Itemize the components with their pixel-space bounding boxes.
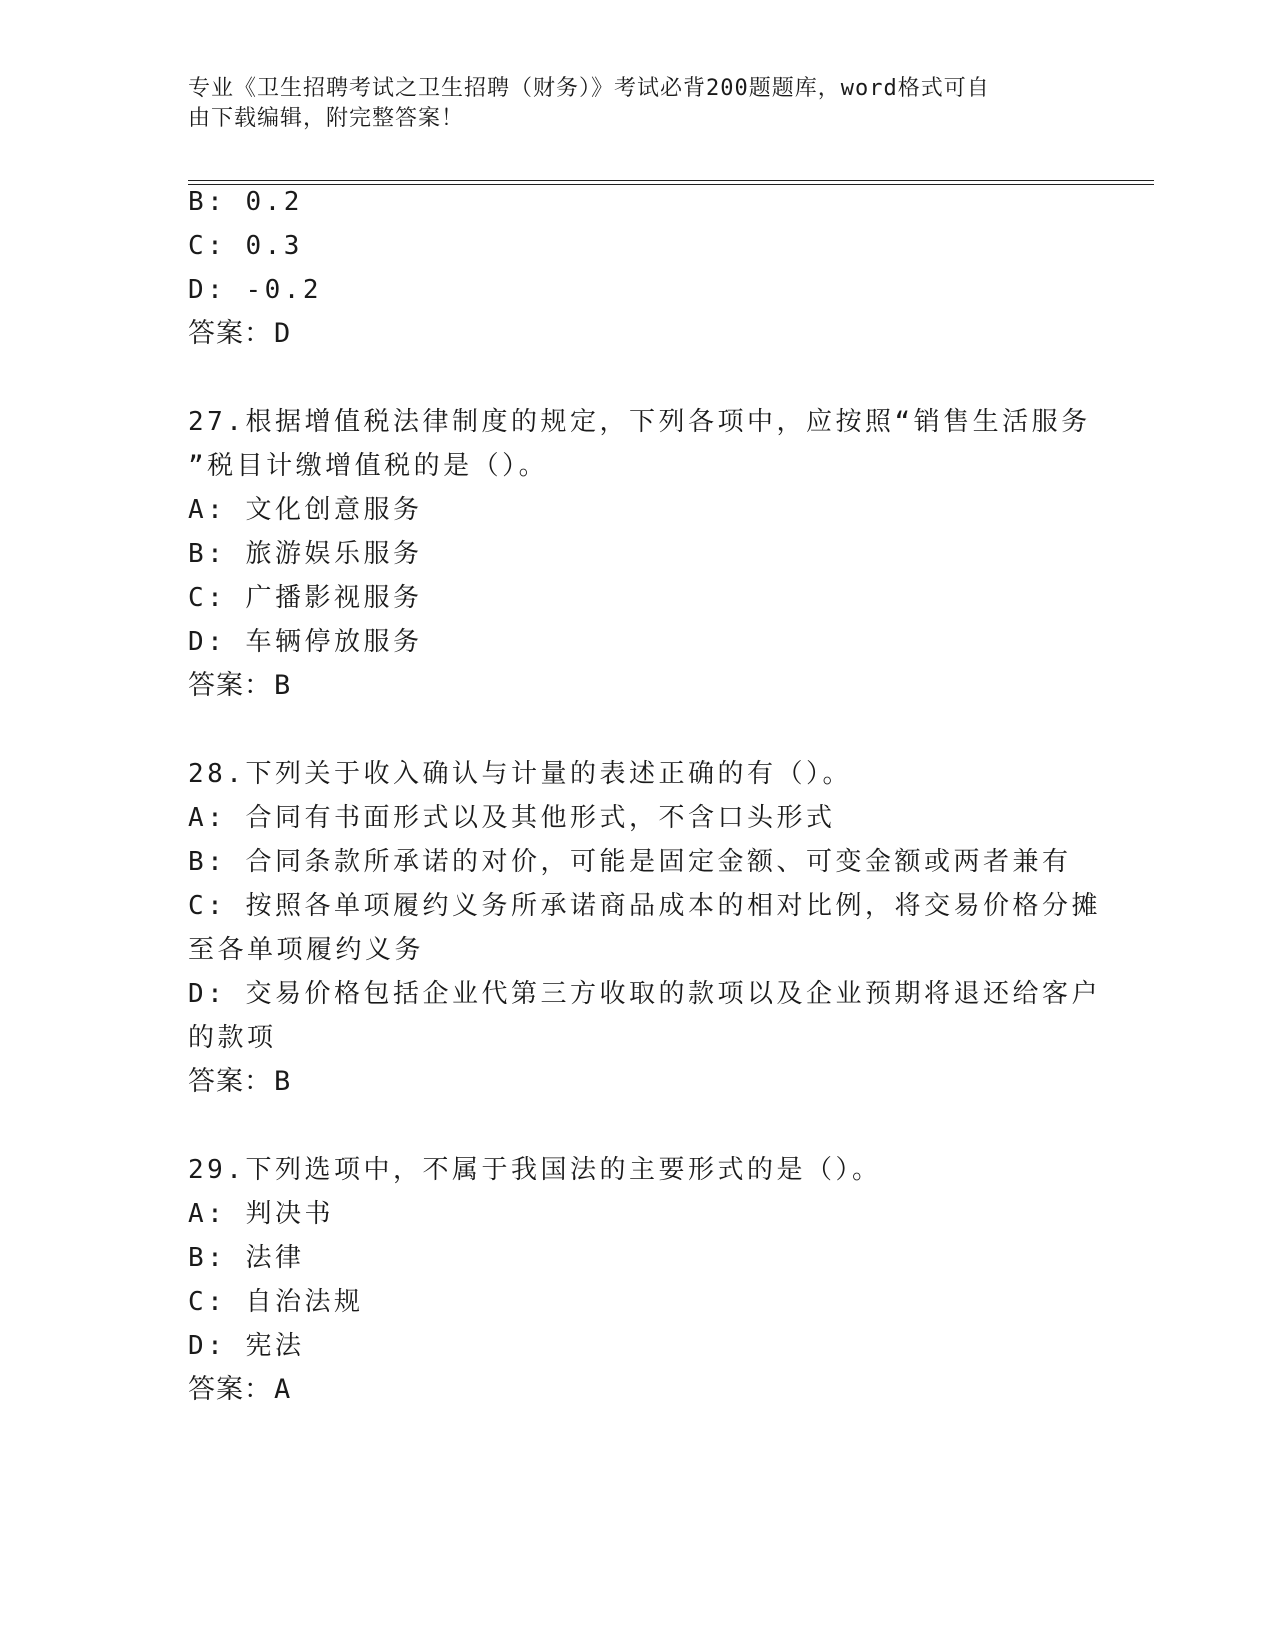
document-header bbox=[188, 74, 1088, 134]
q28-option-c-line-2: 至各单项履约义务 bbox=[188, 935, 425, 965]
q27-stem-line-2: ”税目计缴增值税的是（）。 bbox=[188, 451, 549, 481]
q29-option-a: A: 判决书 bbox=[188, 1199, 334, 1229]
q29-option-d: D: 宪法 bbox=[188, 1331, 305, 1361]
q29-option-c: C: 自治法规 bbox=[188, 1287, 364, 1317]
header-line-1: 专业《卫生招聘考试之卫生招聘（财务）》考试必背200题题库，word格式可自 bbox=[188, 76, 990, 101]
q27-answer bbox=[188, 670, 291, 702]
header-rule-bottom bbox=[188, 184, 1154, 185]
header-line-2: 由下载编辑，附完整答案！ bbox=[188, 106, 465, 131]
q28-option-d-line-2: 的款项 bbox=[188, 1023, 277, 1053]
q28-option-d-line-1: D: 交易价格包括企业代第三方收取的款项以及企业预期将退还给客户 bbox=[188, 979, 1101, 1009]
q27-option-a: A: 文化创意服务 bbox=[188, 495, 423, 525]
q28-option-c-line-1: C: 按照各单项履约义务所承诺商品成本的相对比例，将交易价格分摊 bbox=[188, 891, 1101, 921]
q26-answer bbox=[188, 318, 291, 350]
q29-option-b: B: 法律 bbox=[188, 1243, 305, 1273]
q27-option-c: C: 广播影视服务 bbox=[188, 583, 423, 613]
header-rule-top bbox=[188, 180, 1154, 181]
q26-option-c: C: 0.3 bbox=[188, 231, 303, 261]
answer-label: 答案： bbox=[188, 318, 272, 349]
q29-answer bbox=[188, 1374, 291, 1406]
q29-stem: 29.下列选项中，不属于我国法的主要形式的是（）。 bbox=[188, 1155, 882, 1185]
q27-stem-line-1: 27.根据增值税法律制度的规定，下列各项中，应按照“销售生活服务 bbox=[188, 407, 1091, 437]
q26-option-b: B: 0.2 bbox=[188, 187, 303, 217]
q28-stem: 28.下列关于收入确认与计量的表述正确的有（）。 bbox=[188, 759, 852, 789]
answer-value: D bbox=[274, 318, 292, 349]
answer-value: B bbox=[274, 670, 292, 701]
q26-option-d: D: -0.2 bbox=[188, 275, 323, 305]
q28-answer bbox=[188, 1066, 291, 1098]
q27-option-b: B: 旅游娱乐服务 bbox=[188, 539, 423, 569]
answer-label: 答案： bbox=[188, 1374, 272, 1405]
answer-value: A bbox=[274, 1374, 292, 1405]
q28-option-a: A: 合同有书面形式以及其他形式，不含口头形式 bbox=[188, 803, 836, 833]
answer-label: 答案： bbox=[188, 1066, 272, 1097]
answer-value: B bbox=[274, 1066, 292, 1097]
q28-option-b: B: 合同条款所承诺的对价，可能是固定金额、可变金额或两者兼有 bbox=[188, 847, 1072, 877]
q27-option-d: D: 车辆停放服务 bbox=[188, 627, 423, 657]
answer-label: 答案： bbox=[188, 670, 272, 701]
